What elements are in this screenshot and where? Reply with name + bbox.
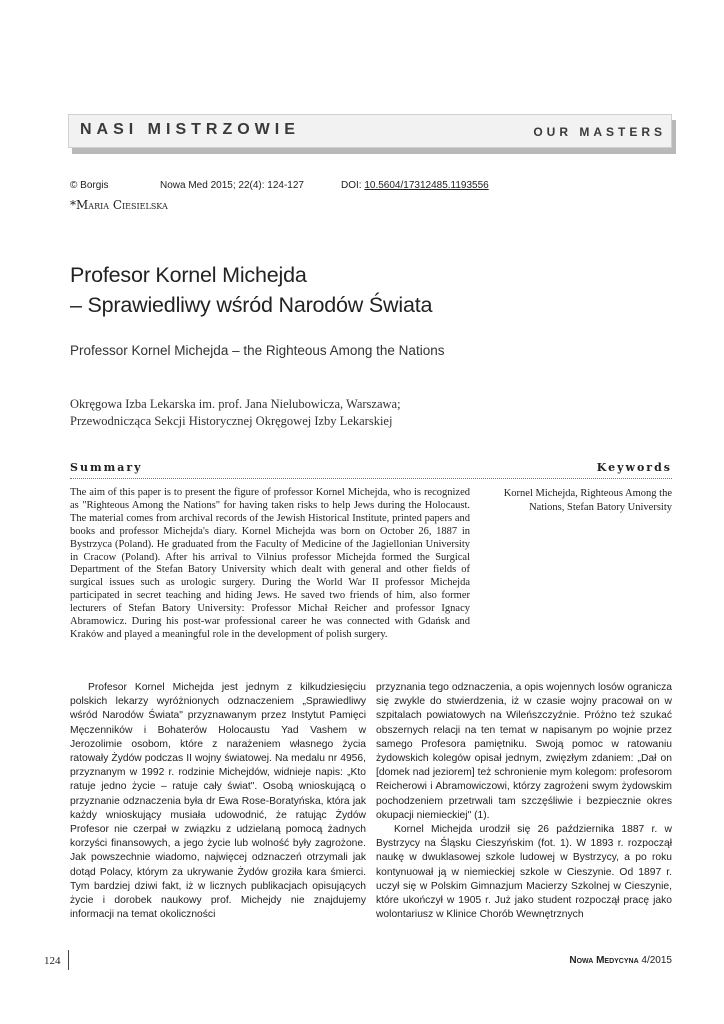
body-column-left bbox=[70, 681, 366, 922]
section-title-en: OUR MASTERS bbox=[533, 125, 666, 139]
keywords-text: Kornel Michejda, Righteous Among the Nations, Stefan Batory University bbox=[503, 488, 672, 513]
title-line-2: – Sprawiedliwy wśród Narodów Świata bbox=[70, 293, 433, 317]
affiliation bbox=[70, 396, 630, 430]
title-line-1: Profesor Kornel Michejda bbox=[70, 263, 307, 287]
body-paragraph: Profesor Kornel Michejda jest jednym z kilkudziesięciu polskich lekarzy wyróżnionych odznaczeniem „Sprawiedliwy wśród Narodów Świata" przyznawanym przez Instytut Pamięci Męczenników i Bohaterów Holocaustu Yad Vashem w Jerozolimie osobom, które z narażeniem własnego życia ratowały Żydów podczas II wojny światowej. Na medalu nr 4956, przyznanym w 1992 r. rodzinie Michejdów, widnieje napis: „Kto ratuje jedno życie – ratuje cały świat". Osobą wnioskującą o przyznanie odznaczenia była dr Ewa Rose-Boratyńska, która jak każdy wnioskujący musiała udowodnić, że ratując Żydów Profesor nie czerpał w związku z udzielaną pomocą żadnych korzyści finansowych, a jego życie lub wolność były zagrożone. Jak powszechnie wiadomo, najwięcej odznaczeń otrzymali jak dotąd Polacy, którym za ukrywanie Żydów groziła kara śmierci. Tym bardziej dziwi fakt, iż w licznych publikacjach opisujących życie i dorobek naukowy prof. Michejdy nie znajdujemy informacji na temat okoliczności bbox=[70, 682, 366, 921]
affiliation-line-1: Okręgowa Izba Lekarska im. prof. Jana Nielubowicza, Warszawa; bbox=[70, 397, 401, 411]
article-title bbox=[70, 260, 670, 320]
body-paragraph: przyznania tego odznaczenia, a opis wojennych losów ograniczа się zwykle do stwierdzenia, iż w czasie wojny pracował on w szpitalach powiatowych na Wileńszczyźnie. Próżno też szukać obszernych relacji na ten temat w napisanym po wojnie przez samego Profesora pamiętniku. Swoją pomoc w ratowaniu żydowskich kolegów opisał jednym, zwięzłym zdaniem: „Dał on [domek nad jeziorem] też schronienie mym kolegom: profesorom Reicherowi i Abramowiczowi, którzy zagrożeni swym żydowskim pochodzeniem przetrwali tam szczęśliwie i bezpiecznie okres okupacji niemieckiej" (1). bbox=[376, 682, 672, 821]
affiliation-line-2: Przewodnicząca Sekcji Historycznej Okręgowej Izby Lekarskiej bbox=[70, 414, 393, 428]
page-number: 124 bbox=[44, 955, 61, 967]
body-column-right bbox=[376, 681, 672, 922]
section-divider bbox=[70, 478, 672, 479]
doi-label: DOI: bbox=[341, 180, 362, 191]
summary-heading: Summary bbox=[70, 461, 143, 474]
citation: Nowa Med 2015; 22(4): 124-127 bbox=[160, 180, 304, 191]
journal-issue: 4/2015 bbox=[641, 955, 672, 966]
journal-name: Nowa Medycyna bbox=[569, 955, 639, 966]
keywords-heading: Keywords bbox=[596, 461, 672, 474]
publisher: © Borgis bbox=[70, 180, 109, 191]
doi-link[interactable]: 10.5604/17312485.1193556 bbox=[364, 180, 489, 191]
summary-text: The aim of this paper is to present the figure of professor Kornel Michejda, who is recognized as "Righteous Among the Nations" for having taken risks to help Jews during the Holocaust. The material comes from archival records of the Jewish Historical Institute, printed papers and books and professor Michejda's diary. Kornel Michejda was born on October 26, 1887 in Bystrzyca (Poland). He graduated from the Faculty of Medicine of the Jagiellonian University in Cracow (Poland). After his arrival to Vilnius professor Michejda formed the Surgical Department of the Stefan Batory University which dealt with general and other fields of surgical issues such as urologic surgery. During the World War II professor Michejda participated in secret teaching and hiding Jews. He saved two friends of him, also former lecturers of Stefan Batory University: Professor Michał Reicher and professor Ignacy Abramowicz. During his post-war professional career he was connected with Gdańsk and Kraków and played a meaningful role in the development of polish surgery. bbox=[70, 487, 470, 640]
doi bbox=[341, 180, 489, 191]
section-title-pl: NASI MISTRZOWIE bbox=[80, 121, 300, 138]
article-subtitle: Professor Kornel Michejda – the Righteous Among the Nations bbox=[70, 343, 445, 358]
author-name: *Maria Ciesielska bbox=[70, 198, 168, 212]
body-paragraph: Kornel Michejda urodził się 26 października 1887 r. w Bystrzycy na Śląsku Cieszyńskim (fot. 1). W 1893 r. rozpoczął naukę w dwuklasowej szkole ludowej w Bystrzycy, a po roku kontynuował ją w niemieckiej szkole w Cieszynie. Od 1897 r. uczył się w Polskim Gimnazjum Macierzy Szkolnej w Cieszynie, które ukończył w 1905 r. Już jako student rozpoczął pracę jako wolontariusz w Klinice Chorób Wewnętrznych bbox=[376, 824, 672, 921]
footer-divider bbox=[68, 950, 69, 970]
journal-footer bbox=[569, 955, 672, 966]
